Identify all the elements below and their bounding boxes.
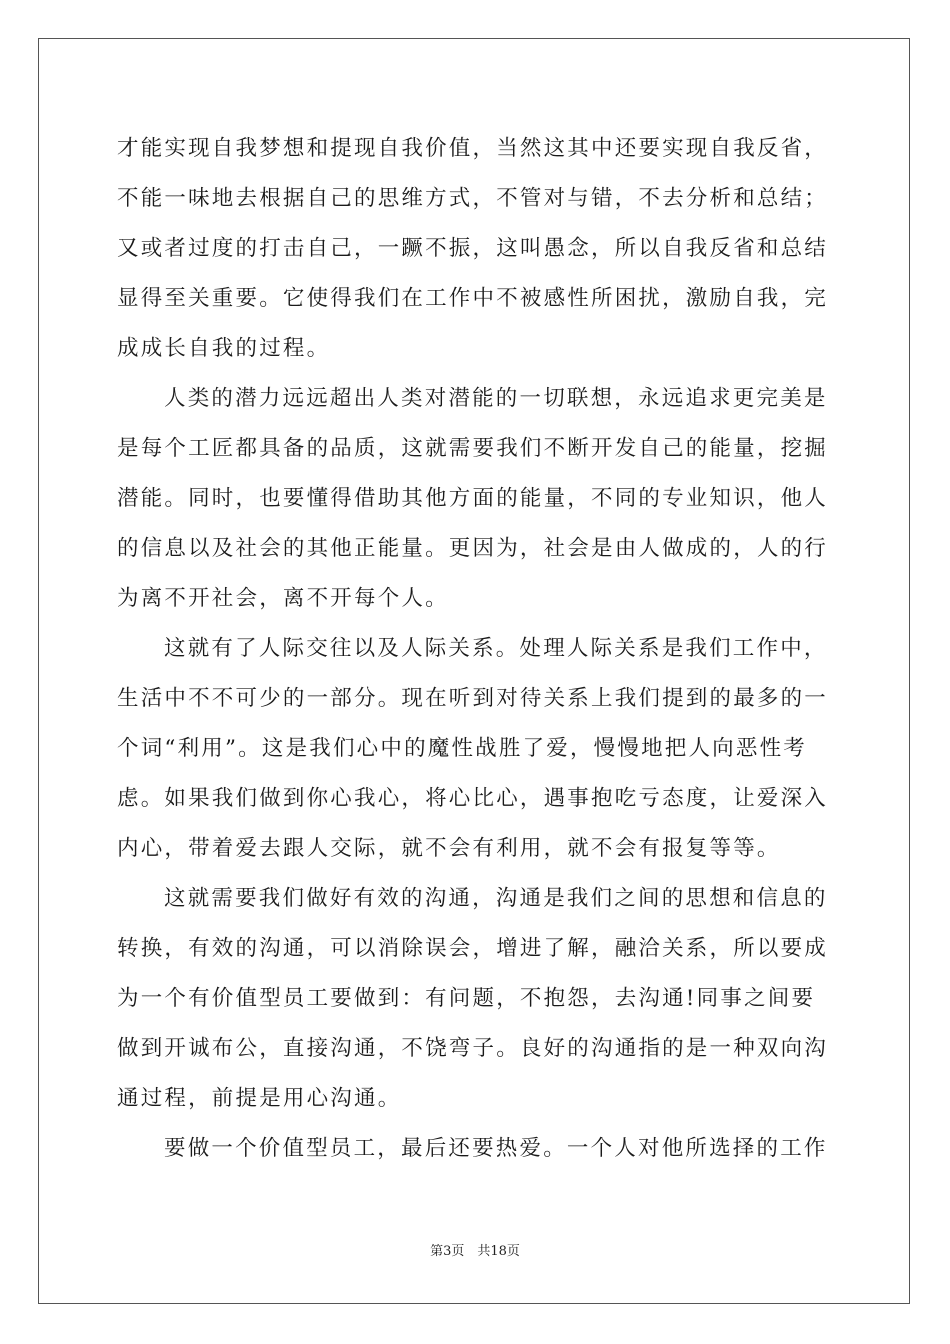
text-line: 个词“利用”。这是我们心中的魔性战胜了爱，慢慢地把人向恶性考 (117, 736, 807, 761)
paragraph-first-line: 这就有了人际交往以及人际关系。处理人际关系是我们工作中， (164, 636, 828, 661)
document-body (117, 126, 837, 1176)
text-line: 生活中不不可少的一部分。现在听到对待关系上我们提到的最多的一 (117, 686, 829, 711)
paragraph-first-line: 人类的潜力远远超出人类对潜能的一切联想，永远追求更完美是 (164, 386, 828, 411)
text-line: 潜能。同时，也要懂得借助其他方面的能量，不同的专业知识，他人 (117, 486, 829, 511)
text-line: 为离不开社会，离不开每个人。 (117, 586, 449, 611)
text-line: 通过程，前提是用心沟通。 (117, 1086, 402, 1111)
text-line: 转换，有效的沟通，可以消除误会，增进了解，融洽关系，所以要成 (117, 936, 829, 961)
paragraph-first-line: 这就需要我们做好有效的沟通，沟通是我们之间的思想和信息的 (164, 886, 828, 911)
text-line: 成成长自我的过程。 (117, 336, 331, 361)
text-line: 不能一味地去根据自己的思维方式，不管对与错，不去分析和总结； (117, 186, 829, 211)
text-line: 是每个工匠都具备的品质，这就需要我们不断开发自己的能量，挖掘 (117, 436, 829, 461)
paragraph-first-line: 要做一个价值型员工，最后还要热爱。一个人对他所选择的工作 (164, 1136, 828, 1161)
text-line: 的信息以及社会的其他正能量。更因为，社会是由人做成的，人的行 (117, 536, 829, 561)
text-line: 虑。如果我们做到你心我心，将心比心，遇事抱吃亏态度，让爱深入 (117, 786, 829, 811)
text-line: 显得至关重要。它使得我们在工作中不被感性所困扰，激励自我，完 (117, 286, 829, 311)
page-number-footer: 第3页 共18页 (430, 1244, 520, 1259)
text-line: 做到开诚布公，直接沟通，不饶弯子。良好的沟通指的是一种双向沟 (117, 1036, 829, 1061)
text-line: 又或者过度的打击自己，一蹶不振，这叫愚念，所以自我反省和总结 (117, 236, 829, 261)
text-line: 才能实现自我梦想和提现自我价值，当然这其中还要实现自我反省， (117, 136, 829, 161)
text-line: 为一个有价值型员工要做到：有问题，不抱怨，去沟通!同事之间要 (117, 986, 816, 1011)
text-line: 内心，带着爱去跟人交际，就不会有利用，就不会有报复等等。 (117, 836, 781, 861)
